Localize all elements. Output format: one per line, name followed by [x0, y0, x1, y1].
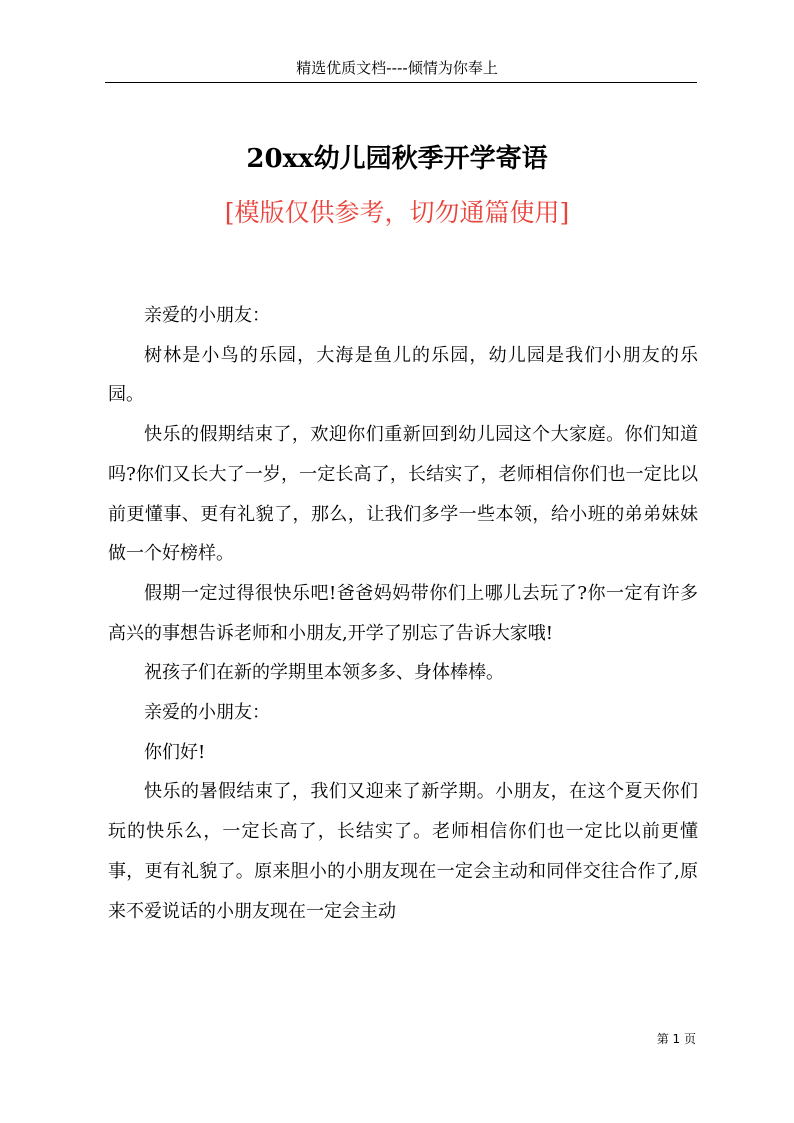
paragraph: 树林是小鸟的乐园，大海是鱼儿的乐园，幼儿园是我们小朋友的乐园。 — [108, 344, 698, 406]
paragraph: 亲爱的小朋友： — [144, 305, 270, 326]
document-title: 20xx幼儿园秋季开学寄语 — [246, 144, 548, 174]
paragraph: 祝孩子们在新的学期里本领多多、身体棒棒。 — [144, 662, 504, 684]
paragraph: 亲爱的小朋友： — [144, 702, 270, 724]
paragraph: 你们好! — [144, 741, 206, 763]
paragraph: 假期一定过得很快乐吧!爸爸妈妈带你们上哪儿去玩了?你一定有许多高兴的事想告诉老师和小朋友,开学了别忘了告诉大家哦! — [108, 582, 698, 644]
paragraph: 快乐的假期结束了，欢迎你们重新回到幼儿园这个大家庭。你们知道吗?你们又长大了一岁，一定长高了，长结实了，老师相信你们也一定比以前更懂事、更有礼貌了，那么，让我们多学一些本领，给小班的弟弟妹妹做一个好榜样。 — [108, 424, 698, 565]
document-body — [108, 296, 698, 931]
paragraph: 快乐的暑假结束了，我们又迎来了新学期。小朋友，在这个夏天你们玩的快乐么，一定长高了，长结实了。老师相信你们也一定比以前更懂事，更有礼貌了。原来胆小的小朋友现在一定会主动和同伴交往合作了,原来不爱说话的小朋友现在一定会主动 — [108, 781, 698, 922]
page-header: 精选优质文档----倾情为你奉上 — [296, 59, 498, 77]
header-divider — [105, 82, 697, 83]
document-subtitle: [模版仅供参考，切勿通篇使用] — [224, 198, 570, 227]
page-number: 第 1 页 — [656, 1032, 696, 1046]
